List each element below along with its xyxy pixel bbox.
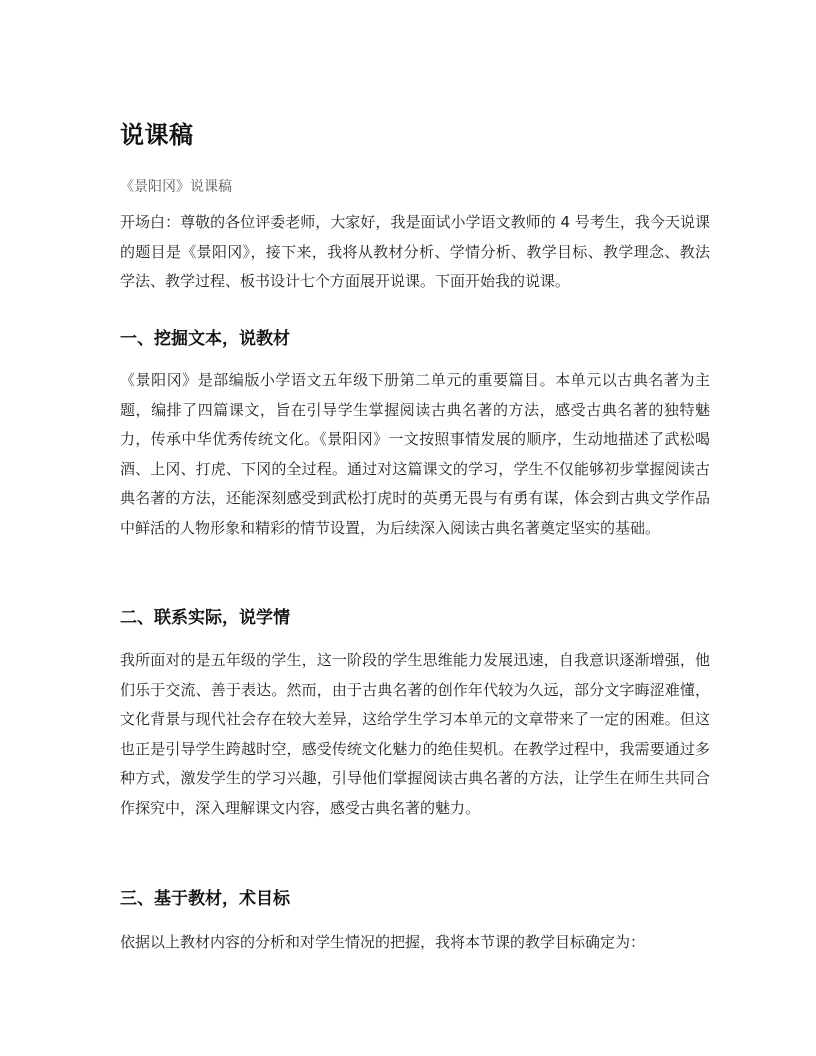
section-heading-textbook: 一、挖掘文本，说教材 [120,329,290,349]
section-body-textbook: 《景阳冈》是部编版小学语文五年级下册第二单元的重要篇目。本单元以古典名著为主题，编排了四篇课文，旨在引导学生掌握阅读古典名著的方法，感受古典名著的独特魅力，传承中华优秀传统文化。《景阳冈》一文按照事情发展的顺序，生动地描述了武松喝酒、上冈、打虎、下冈的全过程。通过对这篇课文的学习，学生不仅能够初步掌握阅读古典名著的方法，还能深刻感受到武松打虎时的英勇无畏与有勇有谋，体会到古典文学作品中鲜活的人物形象和精彩的情节设置，为后续深入阅读古典名著奠定坚实的基础。 [120,371,710,537]
section-body-student-situation: 我所面对的是五年级的学生，这一阶段的学生思维能力发展迅速，自我意识逐渐增强，他们乐于交流、善于表达。然而，由于古典名著的创作年代较为久远，部分文字晦涩难懂，文化背景与现代社会存在较大差异，这给学生学习本单元的文章带来了一定的困难。但这也正是引导学生跨越时空，感受传统文化魅力的绝佳契机。在教学过程中，我需要通过多种方式，激发学生的学习兴趣，引导他们掌握阅读古典名著的方法，让学生在师生共同合作探究中，深入理解课文内容，感受古典名著的魅力。 [120,651,710,817]
document-subtitle: 《景阳冈》说课稿 [120,179,232,195]
section-heading-student-situation: 二、联系实际，说学情 [120,608,290,628]
intro-paragraph: 开场白：尊敬的各位评委老师，大家好，我是面试小学语文教师的 4 号考生，我今天说课的题目是《景阳冈》，接下来，我将从教材分析、学情分析、教学目标、教学理念、教法学法、教学过程、板书设计七个方面展开说课。下面开始我的说课。 [120,213,710,290]
document-title: 说课稿 [120,121,194,149]
section-heading-teaching-goals: 三、基于教材，术目标 [120,889,290,909]
section-body-teaching-goals: 依据以上教材内容的分析和对学生情况的把握，我将本节课的教学目标确定为： [120,933,646,951]
